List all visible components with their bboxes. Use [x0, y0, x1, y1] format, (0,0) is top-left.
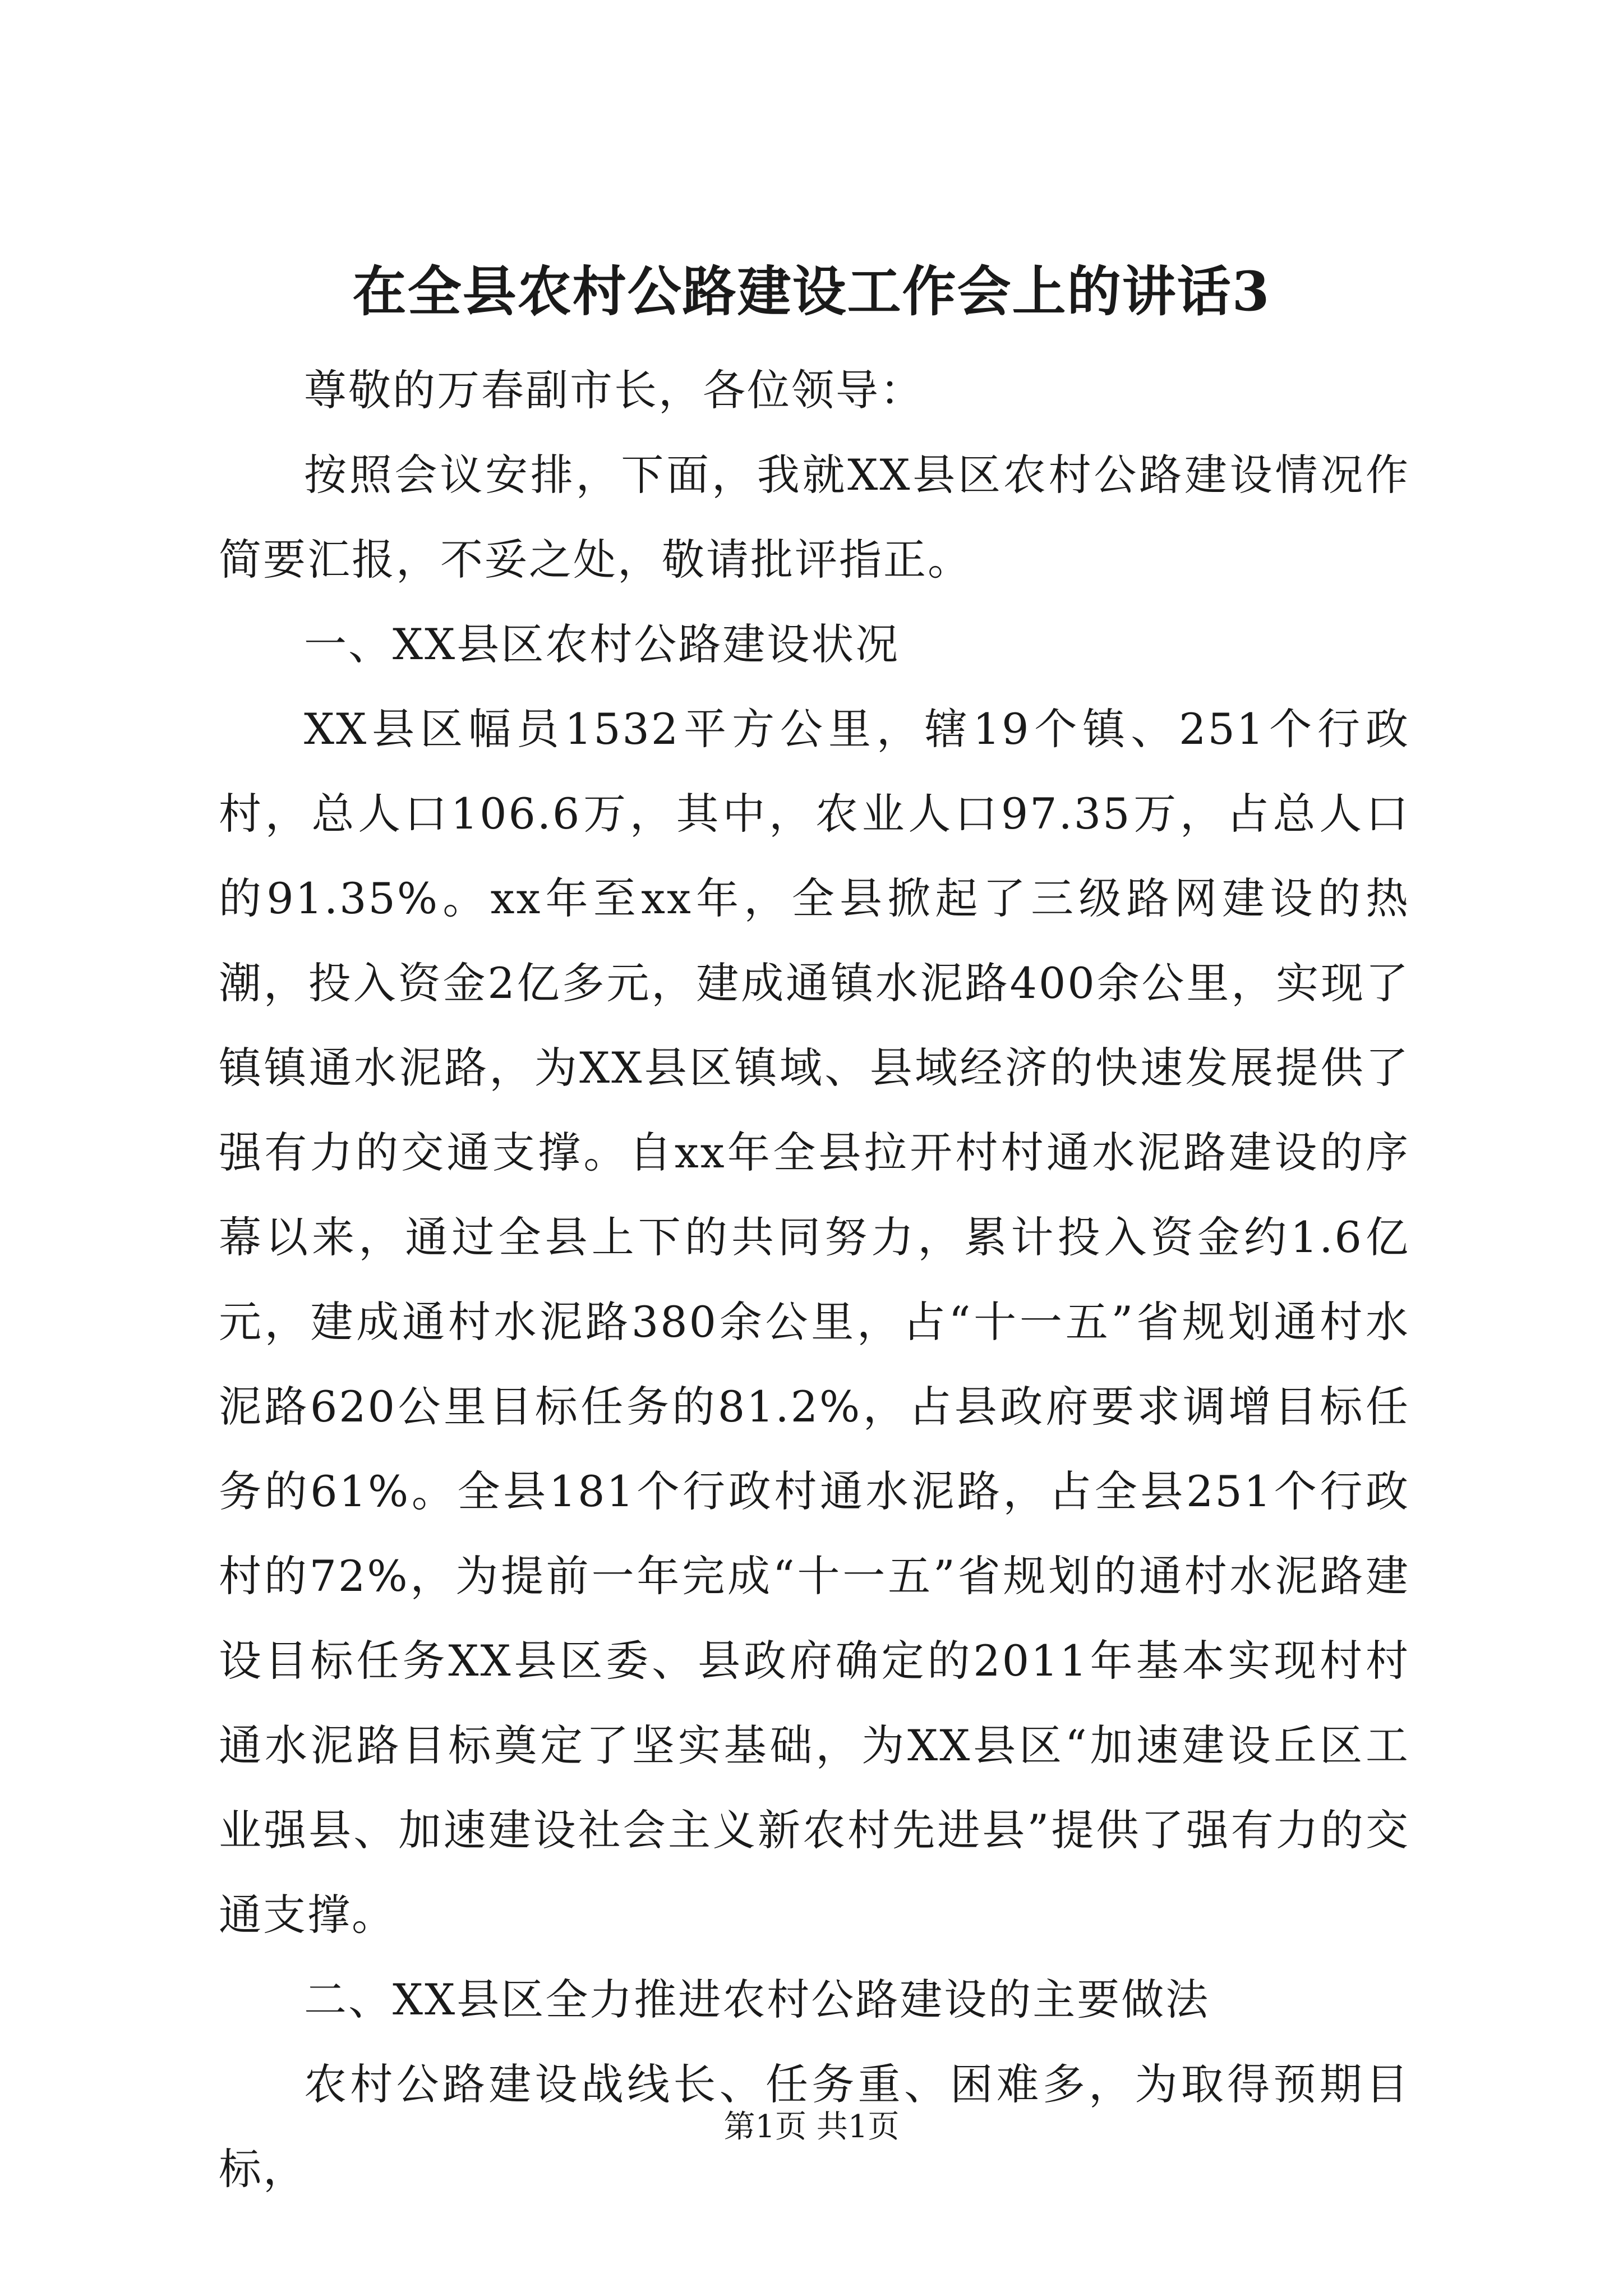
section-heading-1: 一、XX县区农村公路建设状况 [304, 619, 900, 669]
practices-paragraph: 农村公路建设战线长、任务重、困难多，为取得预期目标， [219, 2059, 1410, 2194]
intro-paragraph: 按照会议安排，下面，我就XX县区农村公路建设情况作简要汇报，不妥之处，敬请批评指正。 [219, 450, 1410, 585]
salutation-paragraph: 尊敬的万春副市长，各位领导： [304, 365, 924, 415]
status-paragraph: XX县区幅员1532平方公里，辖19个镇、251个行政村，总人口106.6万，其中，农业人口97.35万，占总人口的91.35%。xx年至xx年，全县掀起了三级路网建设的热潮，投入资金2亿多元，建成通镇水泥路400余公里，实现了镇镇通水泥路，为XX县区镇域、县域经济的快速发展提供了强有力的交通支撑。自xx年全县拉开村村通水泥路建设的序幕以来，通过全县上下的共同努力，累计投入资金约1.6亿元，建成通村水泥路380余公里，占“十一五”省规划通村水泥路620公里目标任务的81.2%，占县政府要求调增目标任务的61%。全县181个行政村通水泥路，占全县251个行政村的72%，为提前一年完成“十一五”省规划的通村水泥路建设目标任务XX县区委、县政府确定的2011年基本实现村村通水泥路目标奠定了坚实基础，为XX县区“加速建设丘区工业强县、加速建设社会主义新农村先进县”提供了强有力的交通支撑。 [219, 704, 1410, 1940]
section-heading-2: 二、XX县区全力推进农村公路建设的主要做法 [304, 1975, 1210, 2024]
page-footer: 第1页 共1页 [723, 2109, 900, 2145]
document-title: 在全县农村公路建设工作会上的讲话3 [352, 260, 1271, 323]
document-body [219, 348, 1410, 2211]
